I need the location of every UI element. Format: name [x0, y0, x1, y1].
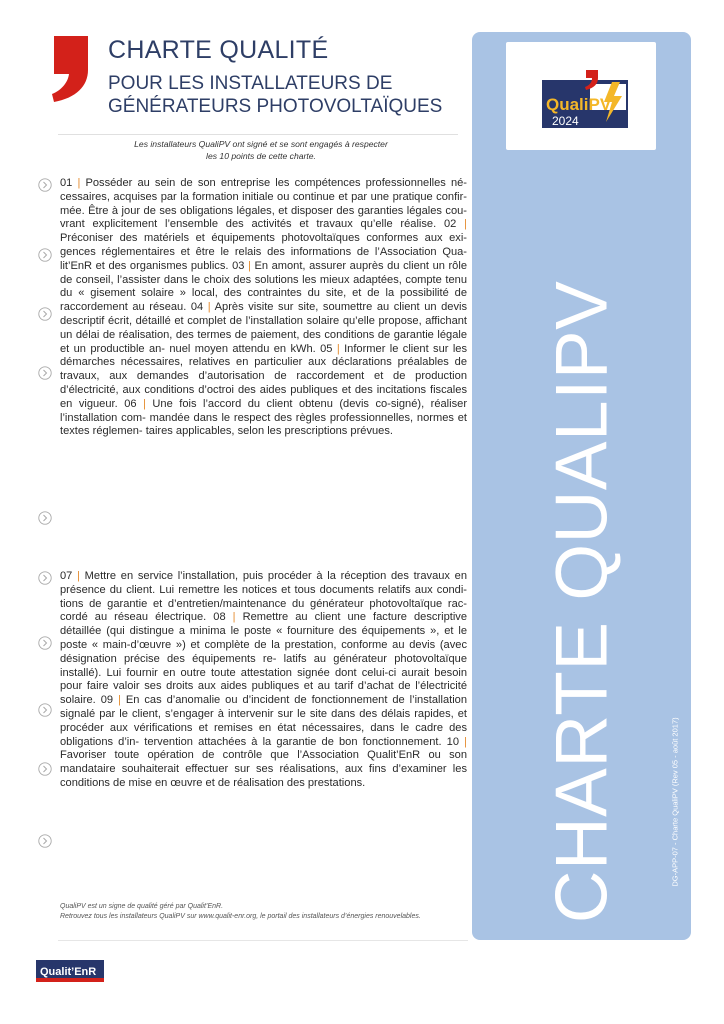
footer-line-1: QualiPV est un signe de qualité géré par Qualit’EnR. — [60, 903, 224, 910]
qualitenr-logo — [36, 958, 104, 984]
point-separator: | — [247, 259, 251, 272]
page-subtitle — [108, 72, 442, 118]
point-text: Une fois l’accord du client obtenu (devis co-signé), réaliser l’installation com- mandée dans le respect des règles professionnelles, normes et textes réglemen- taires applicables, selon les prescriptions prévues. — [60, 397, 468, 438]
point-separator: | — [207, 301, 211, 314]
charter-points-block-2 — [60, 570, 467, 791]
chevron-right-circle-icon — [38, 571, 52, 585]
point-text: Informer le client sur les démarches nécessaires, relatives en particulier aux déclarations préalables de travaux, aux demandes d’autorisation de raccordement et de production d’électricité, aux conditions d’octroi des aides publiques et des incitations fiscales en vigueur. — [60, 342, 468, 410]
page-title: CHARTE QUALITÉ — [108, 36, 329, 64]
charter-point-09 — [60, 694, 467, 747]
chevron-right-circle-icon — [38, 636, 52, 650]
point-number: 04 — [190, 301, 208, 314]
header-divider — [58, 134, 458, 135]
footer-divider — [58, 940, 468, 941]
charter-points-block-1 — [60, 177, 467, 439]
footer-line-2: Retrouvez tous les installateurs QualiPV sur www.qualit-enr.org, le portail des installateurs d’énergies renouvelables. — [60, 913, 421, 920]
point-text: Après visite sur site, soumettre au client un devis descriptif écrit, détaillé et complet de l’installation solaire qu’elle propose, affichant un délai de réalisation, des termes de paiement, des conditions de garantie légale et un productible an- nuel moyen attendu en kWh. — [60, 301, 467, 355]
intro-line-2: les 10 points de cette charte. — [206, 151, 316, 161]
charter-point-01 — [60, 177, 467, 230]
charter-point-08 — [60, 611, 467, 706]
point-number: 01 — [60, 177, 78, 189]
point-separator: | — [336, 342, 340, 355]
chevron-right-circle-icon — [38, 178, 52, 192]
qualitenr-logo-text: Qualit’EnR — [40, 966, 97, 978]
qualipv-logo — [506, 42, 656, 150]
point-separator: | — [118, 694, 121, 707]
point-number: 05 — [320, 342, 337, 355]
point-text: En amont, assurer auprès du client un rôle de conseil, l’assister dans le choix des solutions les mieux adaptées, compte tenu du « gisement solaire » local, des contraintes du site, et de la possibilité de raccordement au réseau. — [60, 259, 467, 314]
point-number: 02 — [443, 218, 465, 231]
point-separator: | — [143, 397, 146, 410]
point-separator: | — [77, 177, 81, 189]
chevron-right-circle-icon — [38, 307, 52, 321]
footer — [60, 902, 470, 922]
point-number: 06 — [124, 397, 144, 410]
side-panel: QualiPV 2024 CHARTE QUALIPV DG-APP-07 - Charte QualiPV (Rev 05 - août 2017) — [472, 32, 691, 940]
qualipv-logo-year: 2024 — [552, 114, 579, 128]
point-text: Favoriser toute opération de contrôle que l’Association Qualit’EnR ou son mandataire souhaiterait effectuer sur ses réalisations, aux fins d’examiner les conditions de mise en œuvre et de réalisation des prestations. — [60, 749, 467, 789]
point-number: 09 — [100, 694, 119, 707]
point-text: Posséder au sein de son entreprise les compétences professionnelles né- cessaires, acquises par la formation initiale ou continue et par une pratique confir- mée. Être à jour de ses obligations légales, et disposer des garanties légales cou- vrant explicitement l’ensemble des activités et travaux qu’elle réalise. — [60, 177, 468, 231]
qualipv-logo-brand: QualiPV — [546, 95, 612, 114]
point-text: En cas d’anomalie ou d’incident de fonctionnement de l’installation signalé par le client, s’engager à intervenir sur le site dans des délais rapides, et procéder aux vérifications et remises en état nécessaires, dans le cadre des obligations d’in- tervention attachées à la garantie de bon fonctionnement. — [60, 694, 468, 748]
intro-line-1: Les installateurs QualiPV ont signé et se sont engagés à respecter — [134, 139, 388, 149]
chevron-right-circle-icon — [38, 703, 52, 717]
point-text: Remettre au client une facture descriptive détaillée (qui distingue a minima le poste « fourniture des équipements », et le poste « main-d’œuvre ») et complète de la prestation, conforme au devis (avec désignation précise des équipements re- latifs au générateur photovoltaïque installé). Lui fournir en outre toute attestation signée dont celui-ci aurait besoin pour faire valoir ses droits aux aides publiques et au tarif d’achat de l’électricité solaire. — [60, 611, 468, 707]
qualipv-logo-box — [506, 42, 656, 150]
chevron-right-circle-icon — [38, 366, 52, 380]
point-separator: | — [464, 735, 467, 748]
apostrophe-mark-icon — [48, 34, 90, 102]
chevron-right-circle-icon — [38, 762, 52, 776]
point-separator: | — [464, 218, 468, 231]
chevron-right-circle-icon — [38, 834, 52, 848]
subtitle-line-1: POUR LES INSTALLATEURS DE — [108, 73, 393, 94]
intro-text — [96, 138, 426, 162]
chevron-right-circle-icon — [38, 511, 52, 525]
point-text: Préconiser des matériels et équipements photovoltaïques conformes aux exi- gences réglementaires et être le relais des informations de l’Association Qua- lit’EnR et des organismes publics. — [60, 232, 467, 272]
subtitle-line-2: GÉNÉRATEURS PHOTOVOLTAÏQUES — [108, 96, 443, 117]
point-number: 08 — [213, 611, 233, 624]
point-separator: | — [77, 570, 80, 582]
point-separator: | — [232, 611, 236, 624]
point-number: 10 — [446, 735, 465, 748]
point-number: 03 — [232, 259, 248, 272]
point-text: Mettre en service l’installation, puis procéder à la réception des travaux en présence du client. Lui remettre les notices et tous documents relatifs aux condi- tions de garantie et d’entretien/maintenance du générateur photovoltaïque rac- cordé au réseau électrique. — [60, 570, 468, 624]
point-number: 07 — [60, 570, 78, 582]
chevron-right-circle-icon — [38, 248, 52, 262]
